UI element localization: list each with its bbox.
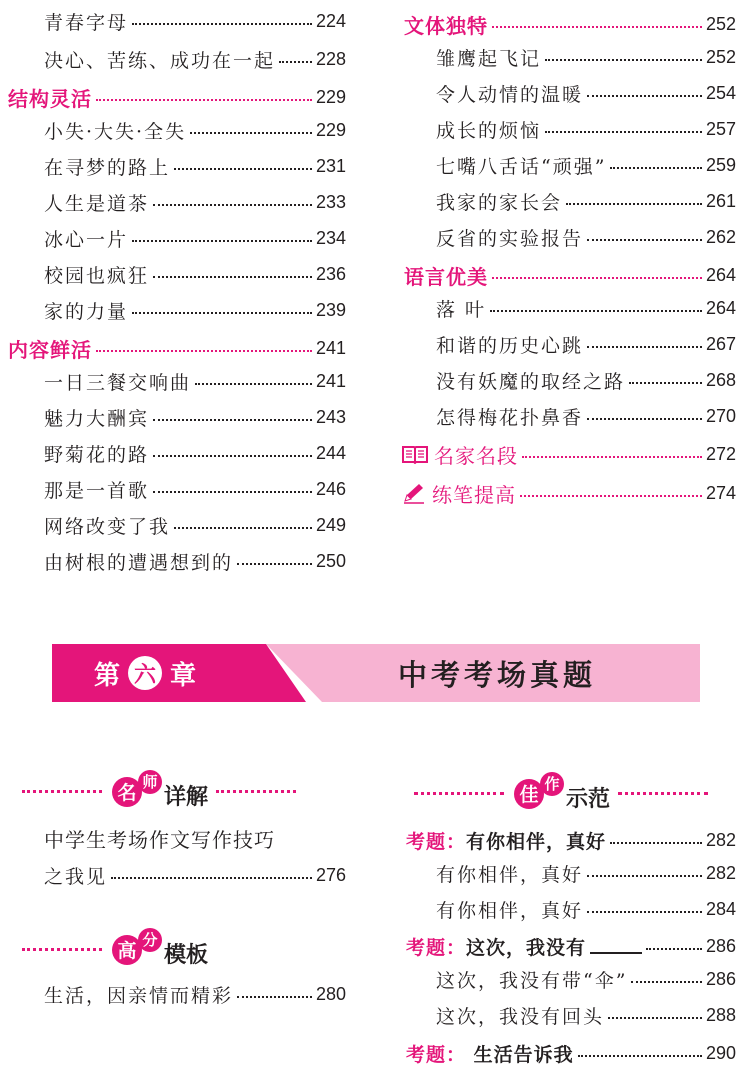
leader-dots [153,491,312,493]
toc-entry-title: 有你相伴，真好 [436,899,584,922]
leader-dots [153,276,312,278]
toc-entry-page: 246 [315,478,346,499]
toc-entry-title: 之我见 [44,865,108,888]
toc-entry-title: 和谐的历史心跳 [436,334,584,357]
toc-entry-title: 人生是道茶 [44,192,150,215]
toc-entry-title: 落 叶 [436,298,487,321]
leader-dots [520,495,702,497]
leader-dots [646,948,702,950]
toc-entry[interactable] [44,438,346,468]
toc-entry-page: 282 [705,829,736,850]
toc-entry-page: 252 [705,13,736,34]
toc-entry[interactable] [44,510,346,540]
toc-entry[interactable] [436,150,736,180]
toc-section-heading[interactable] [404,260,736,290]
exam-topic-prefix: 考题： [406,830,467,853]
exam-topic-label [406,933,642,960]
gaofen-header [22,931,216,968]
dotted-rule [22,948,102,951]
toc-entry-title: 野菊花的路 [44,443,150,466]
toc-section-heading[interactable] [8,82,346,112]
leader-dots [490,310,702,312]
toc-entry-title: 一日三餐交响曲 [44,371,192,394]
badge-bubble: 名 [112,777,142,807]
toc-entry-title: 小失·大失·全失 [44,120,187,143]
toc-entry-title: 校园也疯狂 [44,264,150,287]
leader-dots [190,132,312,134]
toc-entry-page: 274 [705,482,736,503]
toc-entry-title: 没有妖魔的取经之路 [436,370,626,393]
jiazuo-header [414,775,708,812]
toc-entry-page: 231 [315,155,346,176]
toc-entry-page: 233 [315,191,346,212]
leader-dots [492,26,702,28]
toc-entry-title: 家的力量 [44,300,129,323]
exam-topic-prefix: 考题： [406,936,467,959]
dotted-rule [618,792,708,795]
toc-entry-title: 七嘴八舌话“顽强” [436,155,607,178]
badge-bubble: 佳 [514,779,544,809]
toc-entry[interactable] [436,1000,736,1030]
special-section-title: 练笔提高 [432,482,516,507]
toc-special-section[interactable] [402,478,736,508]
toc-entry-title: 这次，我没有带“伞” [436,969,628,992]
toc-entry-page: 229 [315,119,346,140]
toc-entry[interactable] [436,894,736,924]
toc-entry-title: 魅力大酬宾 [44,407,150,430]
toc-entry-title: 生活，因亲情而精彩 [44,984,234,1007]
exam-topic-label [406,1040,574,1067]
leader-dots [237,996,312,998]
toc-entry-page: 270 [705,405,736,426]
leader-dots [174,168,312,170]
chapter-title: 中考考场真题 [398,657,597,692]
toc-entry-page: 261 [705,190,736,211]
exam-topic-prefix: 考题： [406,1043,467,1066]
toc-entry-page: 280 [315,983,346,1004]
toc-entry[interactable] [44,474,346,504]
toc-entry-title: 那是一首歌 [44,479,150,502]
toc-entry-page: 229 [315,86,346,107]
leader-dots [237,563,312,565]
exam-topic-title: 有你相伴，真好 [466,830,607,853]
leader-dots [522,456,702,458]
toc-entry[interactable] [436,78,736,108]
toc-entry-page: 288 [705,1004,736,1025]
toc-entry[interactable] [436,401,736,431]
toc-entry-title: 青春字母 [44,11,129,34]
toc-entry-page: 272 [705,443,736,464]
toc-entry-page: 239 [315,299,346,320]
badge-label: 模板 [164,943,209,968]
leader-dots [545,59,702,61]
toc-entry-page: 267 [705,333,736,354]
toc-entry[interactable] [436,365,736,395]
toc-entry[interactable] [44,187,346,217]
toc-entry-page: 286 [705,935,736,956]
chapter-number-circle: 六 [128,656,162,690]
special-section-label [402,440,518,469]
toc-entry-page: 234 [315,227,346,248]
toc-entry[interactable] [44,979,346,1009]
toc-entry[interactable] [436,293,736,323]
leader-dots [566,203,702,205]
toc-entry[interactable] [44,223,346,253]
toc-entry[interactable] [436,329,736,359]
special-section-title: 名家名段 [434,443,518,468]
leader-dots [631,981,702,983]
toc-entry-page: 290 [705,1042,736,1063]
toc-entry[interactable] [44,860,346,890]
exam-topic-label [406,827,606,854]
toc-entry-title: 令人动情的温暖 [436,83,584,106]
toc-entry-page: 254 [705,82,736,103]
toc-entry[interactable] [44,259,346,289]
toc-entry-page: 249 [315,514,346,535]
leader-dots [587,911,702,913]
toc-entry-page: 276 [315,864,346,885]
toc-section-title: 内容鲜活 [8,337,92,362]
leader-dots [96,350,312,352]
toc-entry-page: 236 [315,263,346,284]
toc-entry-page: 262 [705,226,736,247]
leader-dots [587,239,702,241]
toc-entry[interactable] [436,222,736,252]
mingshi-title-line1[interactable]: 中学生考场作文写作技巧 [44,828,275,852]
leader-dots [153,204,312,206]
toc-entry[interactable] [436,42,736,72]
leader-dots [195,383,312,385]
toc-entry-title: 雏鹰起飞记 [436,47,542,70]
chapter-prefix: 第 [94,660,121,691]
mingshi-header [22,773,296,810]
toc-entry[interactable] [44,366,346,396]
badge-label: 详解 [164,785,209,810]
leader-dots [132,312,312,314]
leader-dots [153,455,312,457]
leader-dots [111,877,312,879]
dotted-rule [22,790,102,793]
leader-dots [587,346,702,348]
leader-dots [608,1017,702,1019]
toc-entry-page: 282 [705,862,736,883]
badge-bubble: 师 [138,770,162,794]
toc-entry-page: 228 [315,48,346,69]
exam-topic-title: 这次，我没有 [466,936,587,959]
leader-dots [174,527,312,529]
toc-entry-title: 网络改变了我 [44,515,171,538]
toc-entry-title: 有你相伴，真好 [436,863,584,886]
toc-entry-page: 244 [315,442,346,463]
badge-bubble: 分 [138,928,162,952]
toc-section-title: 文体独特 [404,13,488,38]
toc-entry-page: 241 [315,370,346,391]
toc-section-title: 语言优美 [404,264,488,289]
dotted-rule [216,790,296,793]
leader-dots [610,842,702,844]
leader-dots [629,382,702,384]
leader-dots [610,167,702,169]
leader-dots [132,23,312,25]
chapter-banner[interactable] [52,644,700,702]
exam-topic-title: 生活告诉我 [466,1043,574,1066]
toc-entry-page: 252 [705,46,736,67]
toc-entry[interactable] [436,964,736,994]
pencil-icon [402,482,426,504]
badge-label: 示范 [566,787,611,812]
toc-entry-page: 284 [705,898,736,919]
toc-entry-page: 257 [705,118,736,139]
toc-entry-page: 264 [705,264,736,285]
toc-entry-page: 250 [315,550,346,571]
toc-section-title: 结构灵活 [8,86,92,111]
leader-dots [578,1055,702,1057]
toc-entry-page: 286 [705,968,736,989]
toc-entry-title: 在寻梦的路上 [44,156,171,179]
leader-dots [132,240,312,242]
toc-entry-title: 决心、苦练、成功在一起 [44,49,276,72]
toc-entry[interactable] [436,114,736,144]
chapter-suffix: 章 [170,660,197,691]
leader-dots [153,419,312,421]
chapter-number [94,644,196,702]
toc-entry-title: 成长的烦恼 [436,119,542,142]
leader-dots [279,61,312,63]
toc-section-heading[interactable] [404,9,736,39]
dotted-rule [414,792,504,795]
toc-entry-page: 268 [705,369,736,390]
fill-in-blank [590,936,642,954]
toc-entry-title: 怎得梅花扑鼻香 [436,406,584,429]
toc-entry-title: 反省的实验报告 [436,227,584,250]
toc-entry-title: 由树根的遭遇想到的 [44,551,234,574]
toc-entry-page: 243 [315,406,346,427]
toc-entry-page: 259 [705,154,736,175]
exam-topic[interactable] [406,825,736,855]
leader-dots [492,277,702,279]
toc-section-heading[interactable] [8,333,346,363]
badge-bubble: 高 [112,935,142,965]
special-section-label [402,479,516,508]
toc-entry-page: 224 [315,10,346,31]
leader-dots [587,418,702,420]
toc-entry-page: 241 [315,337,346,358]
toc-entry[interactable] [44,6,346,36]
toc-entry[interactable] [44,115,346,145]
toc-entry-title: 这次，我没有回头 [436,1005,605,1028]
toc-entry[interactable] [436,186,736,216]
exam-topic[interactable] [406,1038,736,1068]
toc-entry-page: 264 [705,297,736,318]
toc-special-section[interactable] [402,439,736,469]
toc-entry[interactable] [436,858,736,888]
toc-entry[interactable] [44,44,346,74]
badge-bubble: 作 [540,772,564,796]
toc-entry-title: 我家的家长会 [436,191,563,214]
toc-entry[interactable] [44,295,346,325]
leader-dots [587,95,702,97]
leader-dots [96,99,312,101]
toc-entry[interactable] [44,546,346,576]
book-icon [402,444,428,464]
toc-entry[interactable] [44,151,346,181]
toc-entry-title: 冰心一片 [44,228,129,251]
leader-dots [545,131,702,133]
toc-entry[interactable] [44,402,346,432]
leader-dots [587,875,702,877]
exam-topic[interactable] [406,931,736,961]
